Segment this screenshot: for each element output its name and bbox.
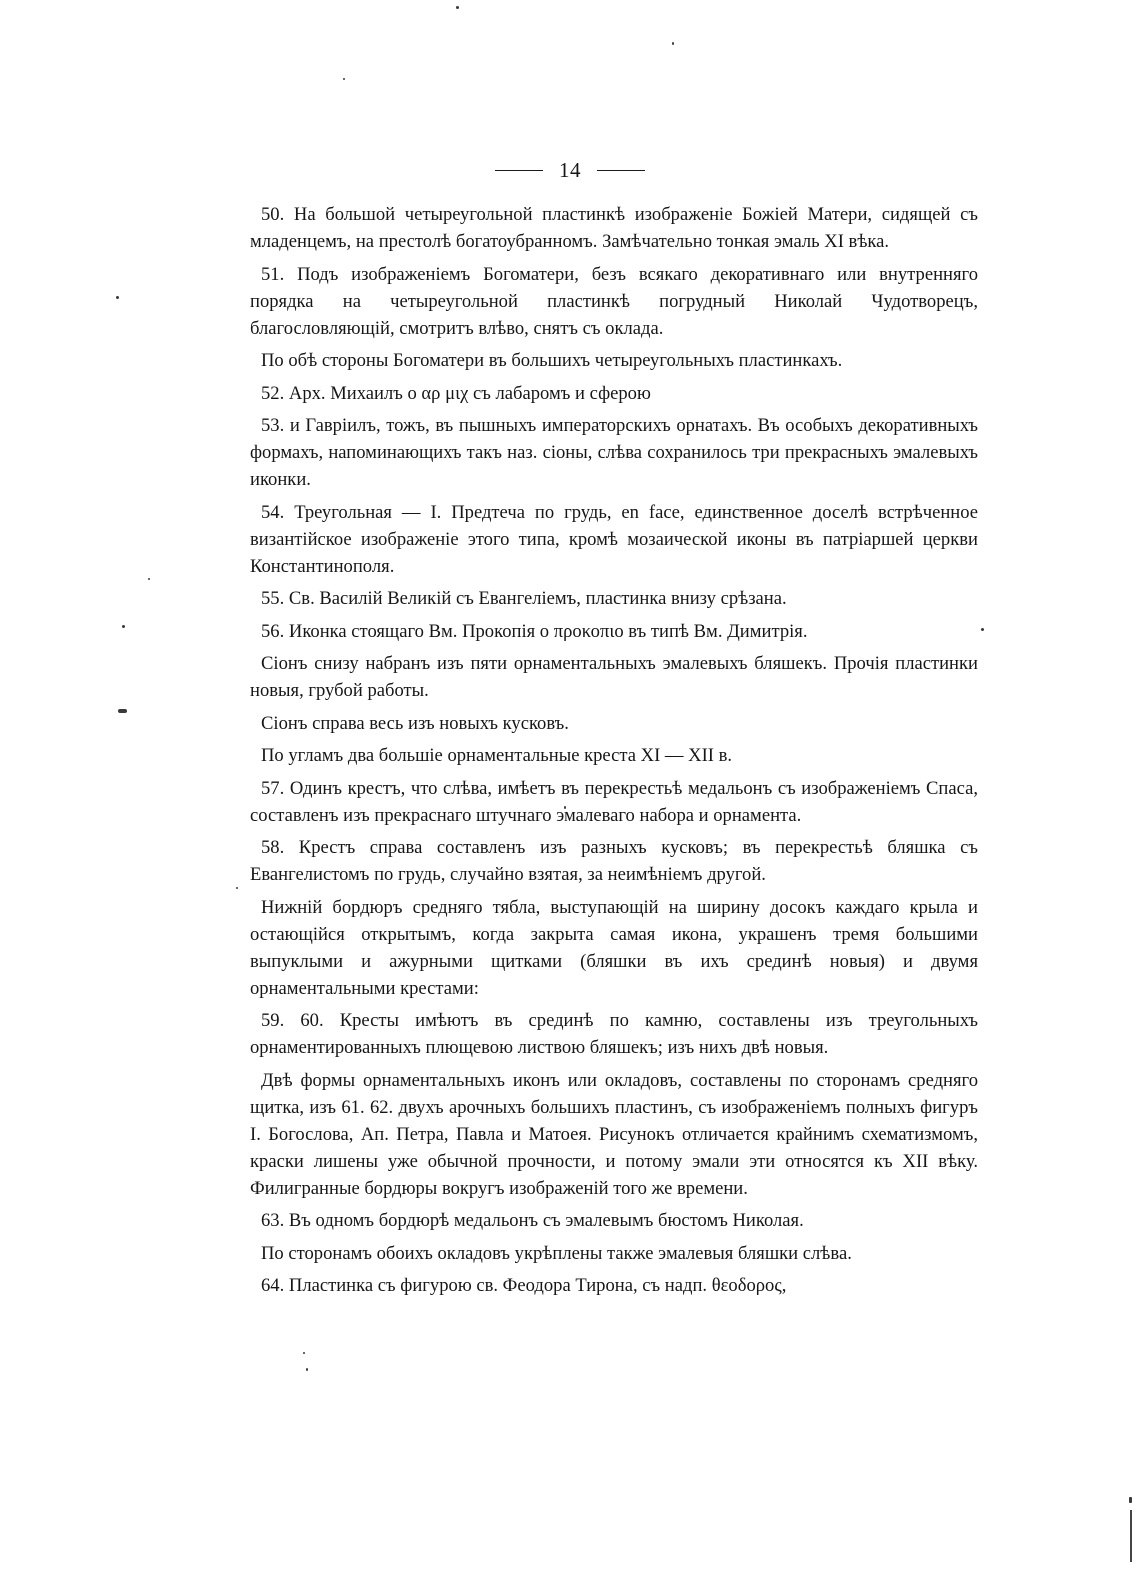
- paragraph: Сіонъ справа весь изъ новыхъ кусковъ.: [261, 712, 569, 734]
- paragraph: Сіонъ снизу набранъ изъ пяти орнаментальныхъ эмалевыхъ бляшекъ. Прочія пластинки новыя, грубой работы.: [250, 653, 978, 701]
- scan-speck: [306, 1368, 308, 1371]
- paragraph: По угламъ два большіе орнаментальные креста XI — XII в.: [261, 745, 733, 766]
- scan-speck: [148, 578, 150, 580]
- scan-speck: [981, 628, 984, 631]
- scan-speck: [122, 625, 125, 628]
- scan-speck: [343, 78, 345, 80]
- paragraph-item-64: 64. Пластинка съ фигурою св. Феодора Тирона, съ надп. θεοδορος,: [261, 1275, 787, 1296]
- body-text: [250, 201, 978, 1299]
- paragraph: По сторонамъ обоихъ окладовъ укрѣплены также эмалевыя бляшки слѣва.: [261, 1242, 852, 1264]
- paragraph-item-53: 53. и Гавріилъ, тожъ, въ пышныхъ императорскихъ орнатахъ. Въ особыхъ декоративныхъ формахъ, напоминающихъ такъ наз. сіоны, слѣва сохранилось три прекрасныхъ эмалевыхъ иконки.: [250, 415, 978, 490]
- header-rule-left: [495, 170, 543, 171]
- paragraph-item-61-62: Двѣ формы орнаментальныхъ иконъ или окладовъ, составлены по сторонамъ средняго щитка, изъ 61. 62. двухъ арочныхъ большихъ пластинъ, съ изображеніемъ полныхъ фигуръ I. Богослова, Ап. Петра, Павла и Матоея. Рисунокъ отличается крайнимъ схематизмомъ, краски лишены уже обычной прочности, и потому эмали эти относятся къ XII вѣку. Филигранные бордюры вокругъ изображеній того же времени.: [250, 1069, 978, 1199]
- paragraph-item-63: 63. Въ одномъ бордюрѣ медальонъ съ эмалевымъ бюстомъ Николая.: [261, 1210, 804, 1231]
- scan-speck: [303, 1352, 305, 1354]
- scan-speck: [456, 6, 459, 9]
- paragraph-item-56: 56. Иконка стоящаго Вм. Прокопія ο προκοπιο въ типѣ Вм. Димитрія.: [261, 620, 808, 642]
- scan-speck: [118, 709, 127, 713]
- paragraph-item-51: 51. Подъ изображеніемъ Богоматери, безъ всякаго декоративнаго или внутренняго порядка на четыреугольной пластинкѣ погрудный Николай Чудотворецъ, благословляющій, смотритъ влѣво, снятъ съ оклада.: [250, 263, 978, 339]
- scan-speck: [236, 887, 238, 889]
- paragraph-item-50: 50. На большой четыреугольной пластинкѣ изображеніе Божіей Матери, сидящей съ младенцемъ, на престолѣ богатоубранномъ. Замѣчательно тонкая эмаль XI вѣка.: [250, 204, 978, 252]
- scan-speck: [672, 42, 674, 45]
- scan-speck: [1129, 1497, 1132, 1503]
- paragraph: Нижній бордюръ средняго тябла, выступающій на ширину досокъ каждаго крыла и остающійся открытымъ, когда закрыта самая икона, украшенъ тремя большими выпуклыми и ажурными щитками (бляшки въ ихъ срединѣ новыя) и двумя орнаментальными крестами:: [250, 896, 978, 999]
- paragraph: По обѣ стороны Богоматери въ большихъ четыреугольныхъ пластинкахъ.: [261, 350, 843, 371]
- page-number: 14: [559, 158, 581, 182]
- paragraph-item-59-60: 59. 60. Кресты имѣютъ въ срединѣ по камню, составлены изъ треугольныхъ орнаментированныхъ плющевою листвою бляшекъ; изъ нихъ двѣ новыя.: [250, 1010, 978, 1058]
- scan-speck: [116, 296, 119, 299]
- paragraph-item-57: 57. Одинъ крестъ, что слѣва, имѣетъ въ перекрестьѣ медальонъ съ изображеніемъ Спаса, составленъ изъ прекраснаго штучнаго эмалеваго набора и орнамента.: [250, 777, 978, 826]
- paragraph-item-52: 52. Арх. Михаилъ ο αρ μιχ съ лабаромъ и сферою: [261, 382, 651, 404]
- header-rule-right: [597, 170, 645, 171]
- paragraph-item-55: 55. Св. Василій Великій съ Евангеліемъ, пластинка внизу срѣзана.: [261, 588, 787, 609]
- scan-edge-line: [1130, 1510, 1132, 1562]
- paragraph-item-54: 54. Треугольная — I. Предтеча по грудь, en face, единственное доселѣ встрѣченное византійское изображеніе этого типа, кромѣ мозаической иконы въ патріаршей церкви Константинополя.: [250, 501, 978, 577]
- page-header: [0, 158, 1140, 183]
- paragraph-item-58: 58. Крестъ справа составленъ изъ разныхъ кусковъ; въ перекрестьѣ бляшка съ Евангелистомъ по грудь, случайно взятая, за неимѣніемъ другой.: [250, 837, 978, 885]
